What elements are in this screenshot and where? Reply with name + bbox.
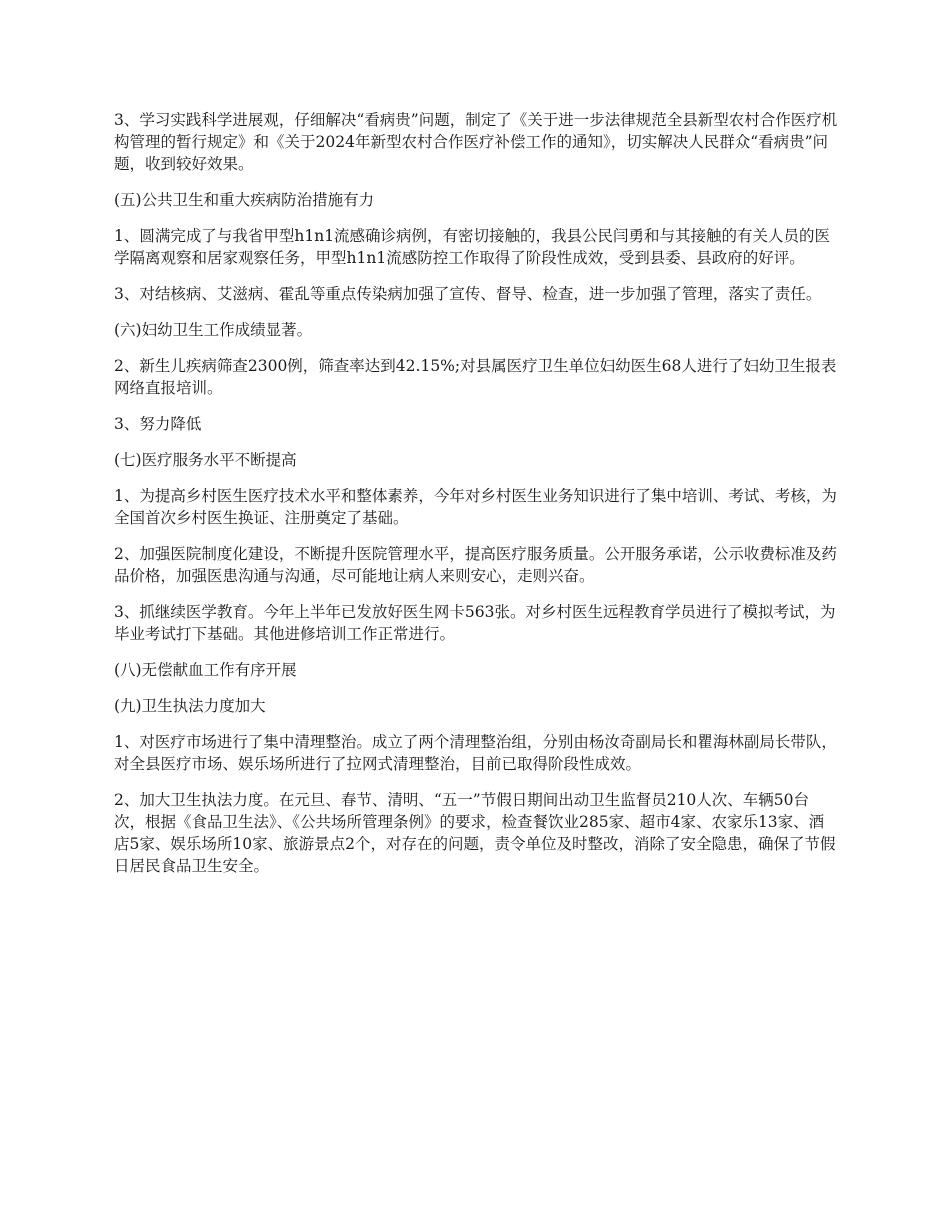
paragraph-1: 3、学习实践科学进展观，仔细解决“看病贵”问题，制定了《关于进一步法律规范全县新型农村合作医疗机构管理的暂行规定》和《关于2024年新型农村合作医疗补偿工作的通知》，切实解决人民群众“看病贵”问题，收到较好效果。 [114, 111, 838, 173]
paragraph-10: 2、加大卫生执法力度。在元旦、春节、清明、“五一”节假日期间出动卫生监督员210人次、车辆50台次，根据《食品卫生法》、《公共场所管理条例》的要求，检查餐饮业285家、超市4家、农家乐13家、酒店5家、娱乐场所10家、旅游景点2个，对存在的问题，责令单位及时整改，消除了安全隐患，确保了节假日居民食品卫生安全。 [114, 791, 836, 875]
paragraph-5: 3、努力降低 [114, 415, 202, 433]
paragraph-7: 2、加强医院制度化建设，不断提升医院管理水平，提高医疗服务质量。公开服务承诺，公示收费标准及药品价格，加强医患沟通与沟通，尽可能地让病人来则安心，走则兴奋。 [114, 545, 837, 585]
section-heading-8: (八)无偿献血工作有序开展 [114, 661, 297, 679]
paragraph-3: 3、对结核病、艾滋病、霍乱等重点传染病加强了宣传、督导、检查，进一步加强了管理，落实了责任。 [114, 285, 822, 303]
paragraph-2: 1、圆满完成了与我省甲型h1n1流感确诊病例，有密切接触的，我县公民闫勇和与其接触的有关人员的医学隔离观察和居家观察任务，甲型h1n1流感防控工作取得了阶段性成效，受到县委、县政府的好评。 [114, 227, 831, 267]
paragraph-8: 3、抓继续医学教育。今年上半年已发放好医生网卡563张。对乡村医生远程教育学员进行了模拟考试，为毕业考试打下基础。其他进修培训工作正常进行。 [114, 603, 836, 643]
section-heading-6: (六)妇幼卫生工作成绩显著。 [114, 321, 313, 339]
section-heading-5: (五)公共卫生和重大疾病防治措施有力 [114, 191, 375, 209]
paragraph-9: 1、对医疗市场进行了集中清理整治。成立了两个清理整治组，分别由杨汝奇副局长和瞿海林副局长带队，对全县医疗市场、娱乐场所进行了拉网式清理整治，目前已取得阶段性成效。 [114, 733, 837, 773]
section-heading-7: (七)医疗服务水平不断提高 [114, 451, 297, 469]
paragraph-4: 2、新生儿疾病筛查2300例，筛查率达到42.15%;对县属医疗卫生单位妇幼医生68人进行了妇幼卫生报表网络直报培训。 [114, 357, 837, 397]
paragraph-6: 1、为提高乡村医生医疗技术水平和整体素养，今年对乡村医生业务知识进行了集中培训、考试、考核，为全国首次乡村医生换证、注册奠定了基础。 [114, 487, 837, 527]
section-heading-9: (九)卫生执法力度加大 [114, 697, 266, 715]
document-body [114, 109, 838, 891]
